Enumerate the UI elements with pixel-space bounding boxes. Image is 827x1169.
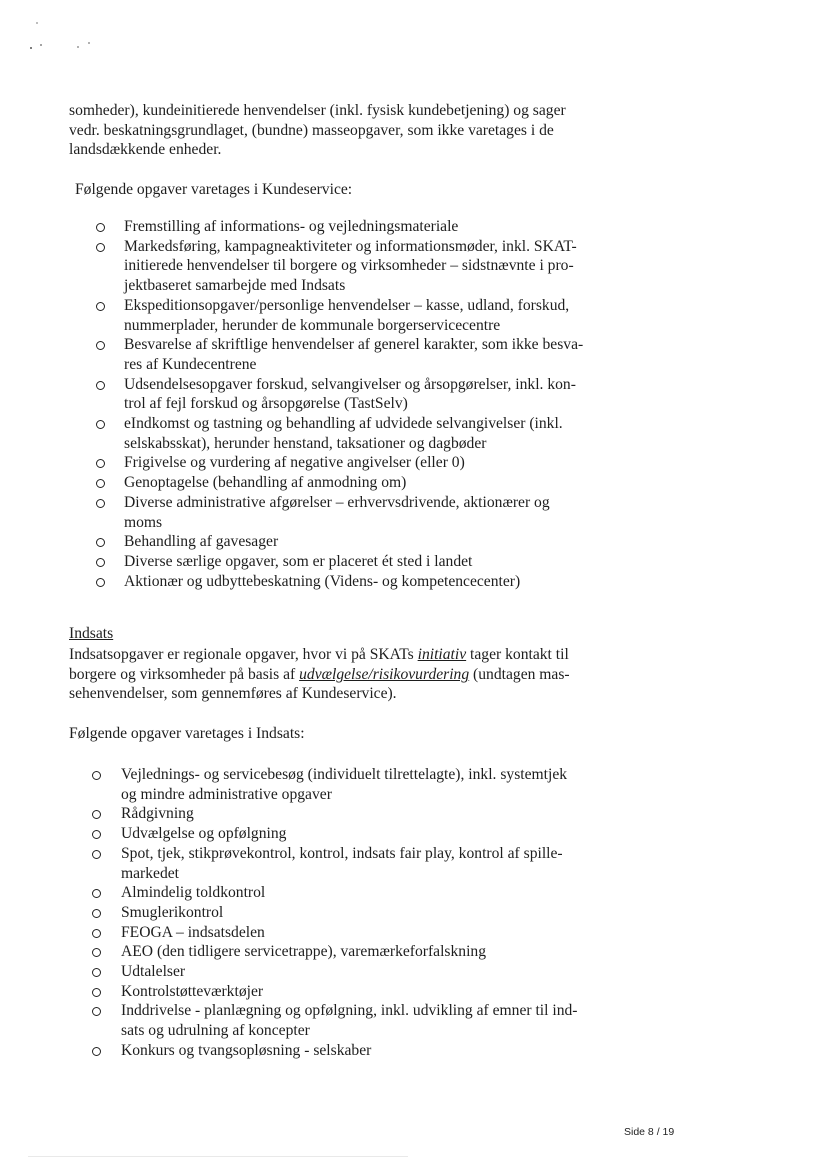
list-item-line: Kontrolstøtteværktøjer [121,982,264,1000]
circle-bullet-icon [92,988,101,997]
circle-bullet-icon [92,1007,101,1016]
indsats-lead: Følgende opgaver varetages i Indsats: [69,725,305,742]
list-item-line: Smuglerikontrol [121,903,224,921]
list-item-line: res af Kundecentrene [124,355,257,373]
list-item [69,375,629,414]
text-line: Indsatsopgaver er regionale opgaver, hvor vi på SKATs initiativ tager kontakt til [69,646,569,663]
section-heading-indsats: Indsats [69,625,114,642]
list-item [69,217,629,237]
list-item-line: sats og udrulning af koncepter [121,1022,310,1040]
list-item-line: Rådgivning [121,805,194,823]
circle-bullet-icon [96,341,105,350]
circle-bullet-icon [92,929,101,938]
circle-bullet-icon [92,948,101,957]
list-item-line: Genoptagelse (behandling af anmodning om) [124,474,407,492]
list-item [69,804,629,824]
list-item [69,493,629,532]
list-item-line: selskabsskat), herunder henstand, taksationer og dagbøder [124,434,487,452]
list-item-line: Spot, tjek, stikprøvekontrol, kontrol, indsats fair play, kontrol af spille- [121,844,563,862]
list-item [69,824,629,844]
list-item [69,1001,629,1040]
intro-continuation [69,101,629,160]
list-item [69,552,629,572]
list-item-line: initierede henvendelser til borgere og virksomheder – sidstnævnte i pro- [124,257,574,275]
list-item [69,883,629,903]
list-item-line: Markedsføring, kampagneaktiviteter og informationsmøder, inkl. SKAT- [124,237,577,255]
text-line: vedr. beskatningsgrundlaget, (bundne) masseopgaver, som ikke varetages i de [69,121,554,139]
list-item [69,414,629,453]
circle-bullet-icon [92,889,101,898]
indsats-task-list [69,765,629,1061]
circle-bullet-icon [96,558,105,567]
list-item [69,296,629,335]
list-item-line: Besvarelse af skriftlige henvendelser af generel karakter, som ikke besva- [124,336,584,354]
text-line: landsdækkende enheder. [69,141,222,159]
circle-bullet-icon [92,850,101,859]
list-item-line: Frigivelse og vurdering af negative angivelser (eller 0) [124,454,465,472]
list-item-line: Fremstilling af informations- og vejledningsmateriale [124,218,459,235]
circle-bullet-icon [92,909,101,918]
list-item-line: Behandling af gavesager [124,533,279,551]
list-item-line: trol af fejl forskud og årsopgørelse (TastSelv) [124,395,408,413]
list-item [69,982,629,1002]
list-item-line: og mindre administrative opgaver [121,785,332,803]
circle-bullet-icon [92,968,101,977]
list-item [69,903,629,923]
circle-bullet-icon [96,538,105,547]
circle-bullet-icon [96,459,105,468]
list-item [69,1041,629,1061]
list-item [69,572,629,592]
list-item-line: Inddrivelse - planlægning og opfølgning, inkl. udvikling af emner til ind- [121,1002,578,1020]
list-item-line: jektbaseret samarbejde med Indsats [124,277,346,295]
circle-bullet-icon [96,479,105,488]
list-item-line: Udsendelsesopgaver forskud, selvangivelser og årsopgørelser, inkl. kon- [124,375,576,393]
list-item-line: Udtalelser [121,963,186,981]
text-line: sehenvendelser, som gennemføres af Kundeservice). [69,685,397,703]
list-item-line: AEO (den tidligere servicetrappe), varemærkeforfalskning [121,943,487,961]
initiativ-link[interactable]: initiativ [417,646,467,663]
indsats-description [69,645,629,704]
list-item-line: Ekspeditionsopgaver/personlige henvendelser – kasse, udland, forskud, [124,296,570,314]
circle-bullet-icon [92,1047,101,1056]
circle-bullet-icon [96,578,105,587]
circle-bullet-icon [96,420,105,429]
list-item [69,962,629,982]
list-item-line: Almindelig toldkontrol [121,884,266,902]
list-item [69,473,629,493]
text-line: borgere og virksomheder på basis af udvælgelse/risikovurdering (undtagen mas- [69,665,570,683]
kundeservice-task-list [69,217,629,591]
list-item [69,237,629,296]
page-number: Side 8 / 19 [624,1126,675,1138]
list-item [69,335,629,374]
circle-bullet-icon [92,810,101,819]
list-item-line: Aktionær og udbyttebeskatning (Videns- og kompetencecenter) [124,572,521,590]
list-item-line: Diverse administrative afgørelser – erhvervsdrivende, aktionærer og [124,493,550,511]
circle-bullet-icon [96,499,105,508]
list-item [69,942,629,962]
circle-bullet-icon [92,771,101,780]
kundeservice-lead: Følgende opgaver varetages i Kundeservice: [75,181,353,198]
circle-bullet-icon [96,243,105,252]
list-item [69,765,629,804]
list-item-line: Vejlednings- og servicebesøg (individuelt tilrettelagte), inkl. systemtjek [121,766,568,783]
list-item-line: Udvælgelse og opfølgning [121,825,287,843]
list-item-line: Konkurs og tvangsopløsning - selskaber [121,1041,372,1059]
list-item [69,532,629,552]
list-item-line: moms [124,513,163,531]
list-item-line: markedet [121,864,180,882]
text-line: somheder), kundeinitierede henvendelser (inkl. fysisk kundebetjening) og sager [69,102,566,119]
circle-bullet-icon [96,302,105,311]
circle-bullet-icon [96,381,105,390]
udvaelgelse-link[interactable]: udvælgelse/risikovurdering [299,665,470,683]
circle-bullet-icon [96,223,105,232]
list-item-line: Diverse særlige opgaver, som er placeret ét sted i landet [124,552,473,570]
list-item-line: nummerplader, herunder de kommunale borgerservicecentre [124,316,501,334]
list-item [69,844,629,883]
circle-bullet-icon [92,830,101,839]
list-item-line: FEOGA – indsatsdelen [121,923,265,941]
scan-edge-line [28,1156,408,1157]
list-item [69,453,629,473]
list-item-line: eIndkomst og tastning og behandling af udvidede selvangivelser (inkl. [124,415,563,433]
list-item [69,923,629,943]
